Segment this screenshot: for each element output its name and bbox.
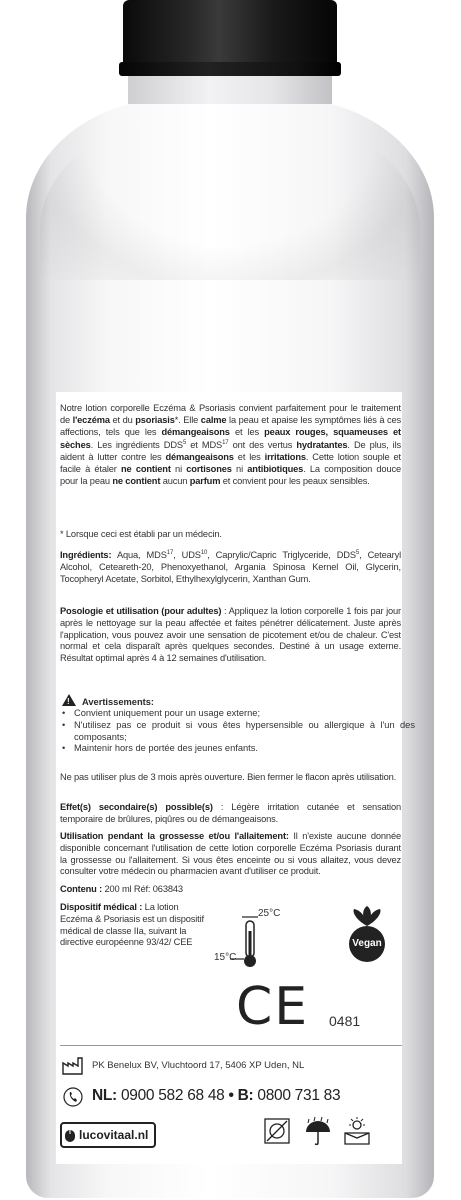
manufacturer-address: PK Benelux BV, Vluchtoord 17, 5406 XP Uden, NL <box>92 1060 305 1071</box>
warning-item: • Convient uniquement pour un usage externe; <box>74 708 415 720</box>
keep-from-sunlight-icon <box>342 1116 372 1146</box>
temperature-min: 15°C <box>214 952 237 963</box>
vegan-label: Vegan <box>352 938 382 949</box>
warnings-list <box>60 708 415 755</box>
posology: Posologie et utilisation (pour adultes) : Appliquez la lotion corporelle 1 fois par jour après le nettoyage sur la peau affectée et faites pénétrer délicatement. Juste après l'application, vous pouvez avoir une sensation de picotement et/ou de chaleur. C'est normal et cela disparaît après quelques secondes. Destiné à un usage externe. Résultat optimal après 4 à 12 semaines d'utilisation. <box>60 606 402 664</box>
phone-icon <box>63 1087 83 1107</box>
bottle-cap-rim <box>119 62 341 76</box>
notified-body-number: 0481 <box>329 1013 361 1029</box>
intro-paragraph: Notre lotion corporelle Eczéma & Psoriasis convient parfaitement pour le traitement de l'eczéma et du psoriasis*. Elle calme la peau et apaise les symptômes liés à ces affections, tels que les démangeaisons et les peaux rouges, squameuses et sèches. Les ingrédients DDS$^5$ et MDS$^{17}$ ont des vertus hydratantes. De plus, ils aident à lutter contre les démangeaisons et les irritations. Cette lotion souple et facile à étaler ne contient ni cortisones ni antibiotiques. La composition douce pour la peau ne contient aucun parfum et convient pour les peaux sensibles. <box>60 403 402 486</box>
warnings-heading: !Avertissements: <box>62 694 402 708</box>
warning-item: • N'utilisez pas ce produit si vous êtes hypersensible ou allergique à l'un des composants; <box>74 720 415 744</box>
warning-item: • Maintenir hors de portée des jeunes enfants. <box>74 743 415 755</box>
bottle-neck <box>128 74 332 104</box>
divider <box>60 1045 402 1046</box>
keep-dry-icon <box>303 1116 333 1146</box>
side-effects: Effet(s) secondaire(s) possible(s) : Légère irritation cutanée et sensation temporaire de brûlures, piqûres ou de démangeaisons. <box>60 802 401 824</box>
vegan-badge <box>342 906 392 966</box>
opening-advice: Ne pas utiliser plus de 3 mois après ouverture. Bien fermer le flacon après utilisation. <box>60 772 397 782</box>
bottle-shoulder <box>40 120 420 280</box>
website-link[interactable] <box>60 1122 156 1148</box>
intro-footnote: * Lorsque ceci est établi par un médecin. <box>60 529 222 539</box>
ingredients: Ingrédients: Aqua, MDS$^{17}$, UDS$^{10}$, Caprylic/Capric Triglyceride, DDS$^5$, Cetearyl Alcohol, Ceteareth-20, Phenoxyethanol, Argania Spinosa Kernel Oil, Glycerin, Tocopheryl Acetate, Sorbitol, Ethylhexylglycerin, Xanthan Gum. <box>60 550 401 584</box>
website-url[interactable]: lucovitaal.nl <box>79 1128 149 1142</box>
ce-mark: CE <box>236 977 310 1037</box>
mouse-icon <box>64 1128 76 1142</box>
warning-triangle-icon <box>62 694 76 706</box>
pregnancy: Utilisation pendant la grossesse et/ou l'allaitement: Il n'existe aucune donnée disponible concernant l'utilisation de cette lotion corporelle Eczéma Psoriasis durant la grossesse ou l'allaitement. Si vous êtes enceinte ou si vous allaitez, vous devez consulter votre médecin ou pharmacien avant d'utiliser ce produit. <box>60 831 401 877</box>
no-sun-icon <box>262 1116 292 1146</box>
factory-icon <box>62 1057 84 1075</box>
contents: Contenu : 200 ml Réf: 063843 <box>60 884 183 894</box>
temperature-max: 25°C <box>258 908 281 919</box>
medical-device: Dispositif médical : La lotion Eczéma & Psoriasis est un dispositif médical de classe IIa, suivant la directive européenne 93/42/ CEE <box>60 902 204 948</box>
thermometer-icon <box>222 913 300 975</box>
phone-numbers: NL: 0900 582 68 48 • B: 0800 731 83 <box>92 1087 341 1104</box>
